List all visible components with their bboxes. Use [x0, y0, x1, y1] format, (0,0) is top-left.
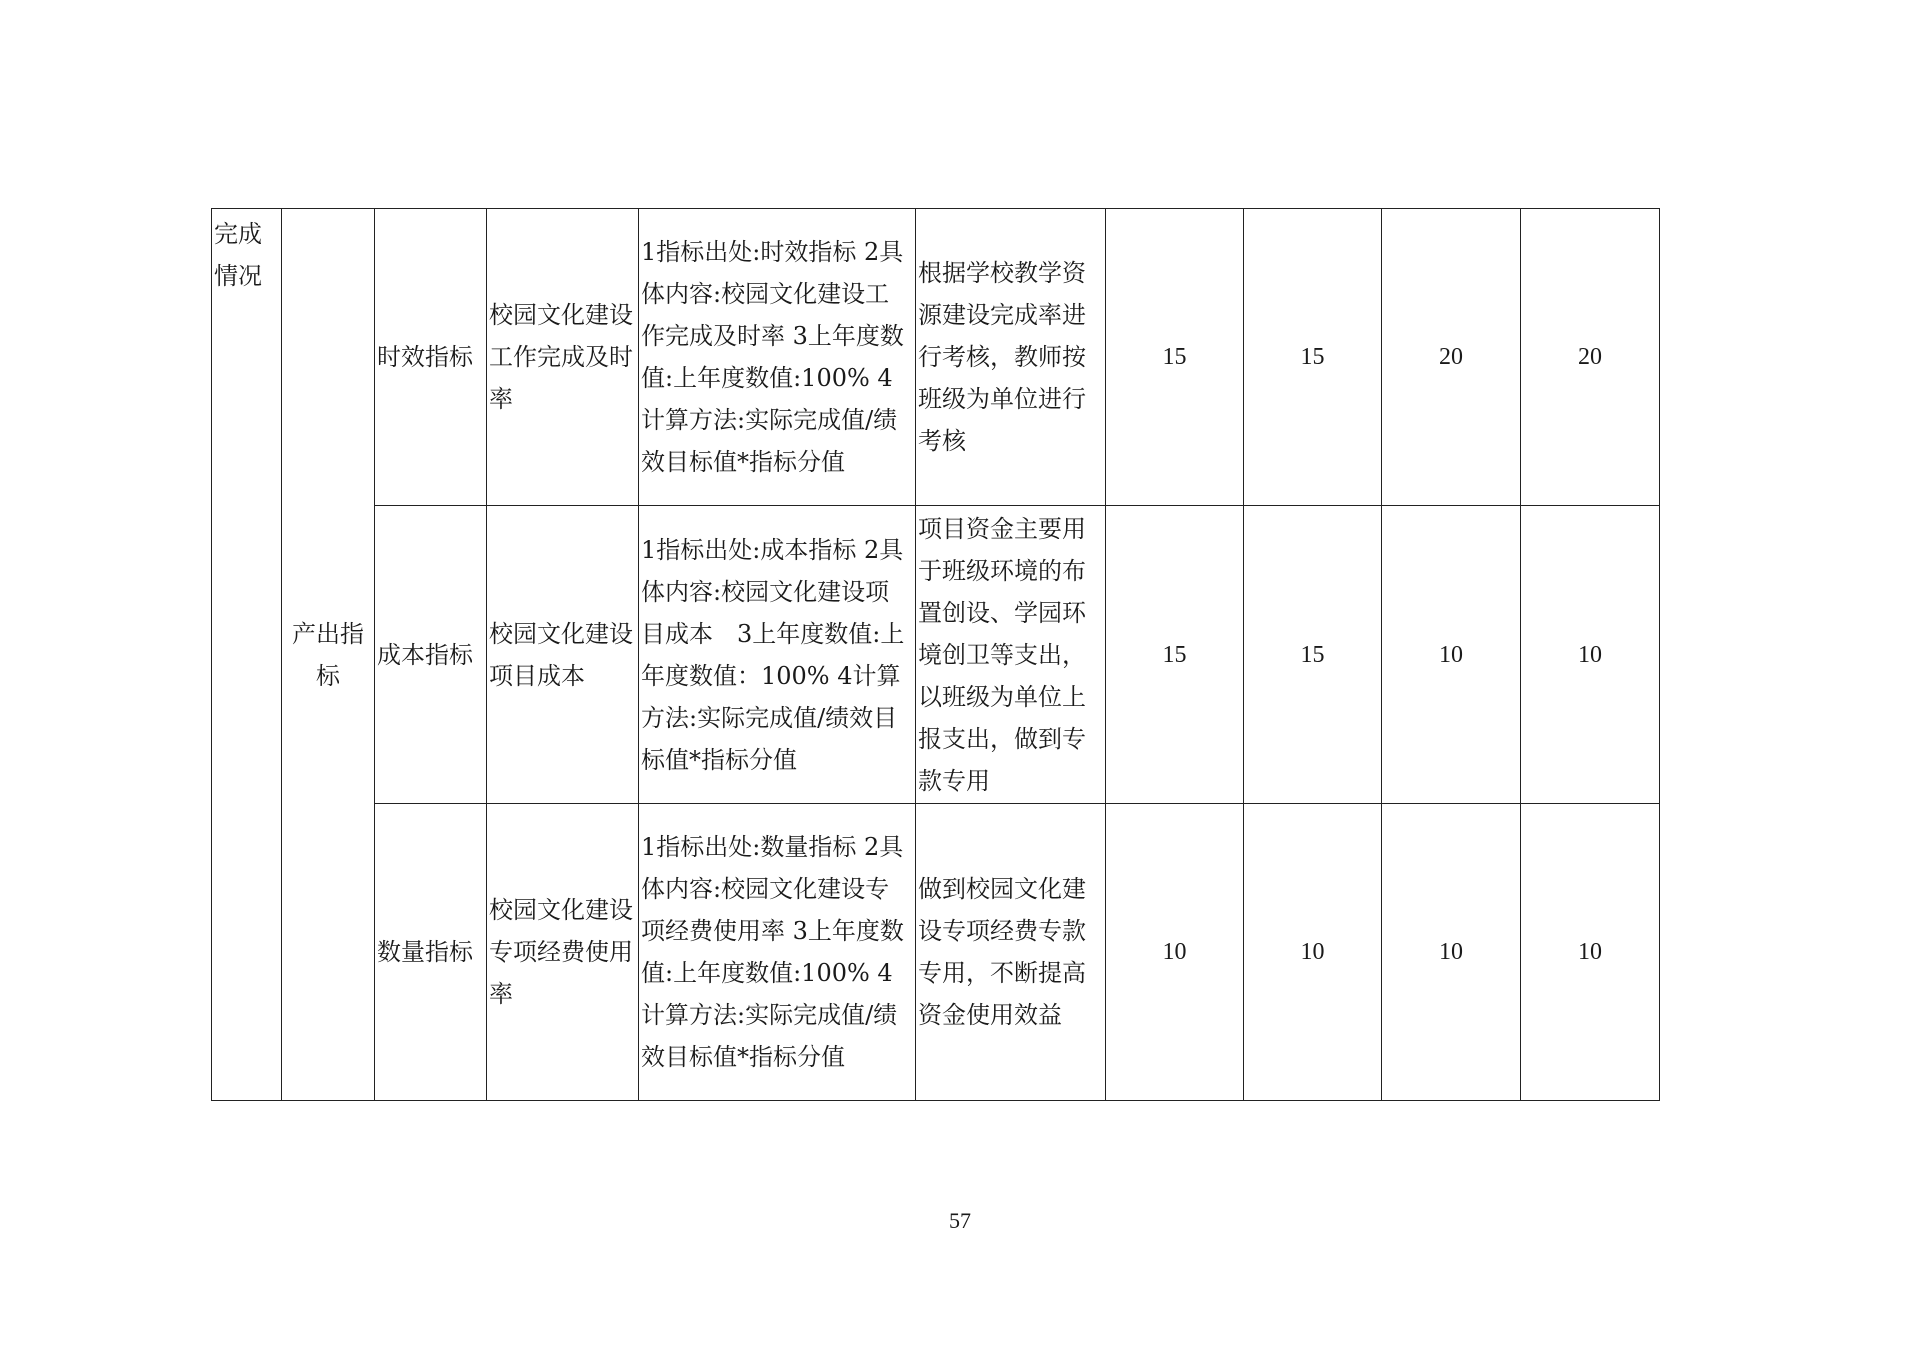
category-cell: 成本指标 [375, 506, 487, 804]
indicator-description-cell: 1指标出处:时效指标 2具体内容:校园文化建设工作完成及时率 3上年度数值:上年度数值:100% 4计算方法:实际完成值/绩效目标值*指标分值 [639, 209, 916, 506]
indicator-table [211, 208, 1660, 1101]
indicator-name-cell: 校园文化建设专项经费使用率 [487, 804, 639, 1101]
scoring-basis-cell: 项目资金主要用于班级环境的布置创设、学园环境创卫等支出，以班级为单位上报支出，做到专款专用 [916, 506, 1106, 804]
value-cell: 15 [1244, 209, 1382, 506]
indicator-description-cell: 1指标出处:数量指标 2具体内容:校园文化建设专项经费使用率 3上年度数值:上年度数值:100% 4计算方法:实际完成值/绩效目标值*指标分值 [639, 804, 916, 1101]
value-cell: 20 [1382, 209, 1521, 506]
value-cell: 10 [1106, 804, 1244, 1101]
value-cell: 10 [1244, 804, 1382, 1101]
value-cell: 10 [1382, 804, 1521, 1101]
section-label-cell: 完成 情况 [212, 209, 282, 1101]
value-cell: 15 [1244, 506, 1382, 804]
page-number: 57 [949, 1208, 971, 1233]
category-cell: 时效指标 [375, 209, 487, 506]
value-cell: 20 [1521, 209, 1660, 506]
scoring-basis-cell: 做到校园文化建设专项经费专款专用，不断提高资金使用效益 [916, 804, 1106, 1101]
scoring-basis-cell: 根据学校教学资源建设完成率进行考核，教师按班级为单位进行考核 [916, 209, 1106, 506]
table-row [212, 804, 1660, 1101]
value-cell: 10 [1521, 506, 1660, 804]
table-row [212, 209, 1660, 506]
indicator-name-cell: 校园文化建设工作完成及时率 [487, 209, 639, 506]
category-cell: 数量指标 [375, 804, 487, 1101]
value-cell: 10 [1521, 804, 1660, 1101]
indicator-name-cell: 校园文化建设项目成本 [487, 506, 639, 804]
value-cell: 10 [1382, 506, 1521, 804]
indicator-description-cell: 1指标出处:成本指标 2具体内容:校园文化建设项目成本 3上年度数值:上年度数值：100% 4计算方法:实际完成值/绩效目标值*指标分值 [639, 506, 916, 804]
group-label-cell: 产出指 标 [282, 209, 375, 1101]
table-row [212, 506, 1660, 804]
value-cell: 15 [1106, 506, 1244, 804]
value-cell: 15 [1106, 209, 1244, 506]
